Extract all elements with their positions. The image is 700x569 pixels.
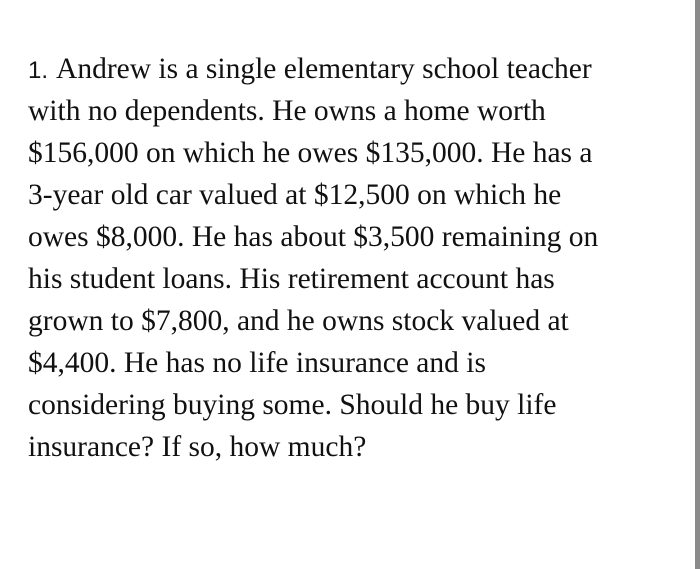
question-number: 1.: [28, 57, 49, 84]
question-line-8: $4,400. He has no life insurance and is: [28, 347, 486, 379]
question-line-1: [28, 48, 678, 90]
question-line-3: $156,000 on which he owes $135,000. He has a: [28, 137, 593, 169]
question-line-7: grown to $7,800, and he owns stock valued at: [28, 305, 569, 337]
right-edge-divider: [695, 0, 700, 569]
question-line-10: insurance? If so, how much?: [28, 431, 367, 463]
question-line-text: Andrew is a single elementary school teacher: [56, 53, 592, 85]
question-text: [28, 48, 678, 468]
question-line-9: considering buying some. Should he buy life: [28, 389, 557, 421]
question-line-2: with no dependents. He owns a home worth: [28, 95, 546, 127]
question-line-6: his student loans. His retirement account has: [28, 263, 555, 295]
question-line-5: owes $8,000. He has about $3,500 remaining on: [28, 221, 599, 253]
question-line-4: 3-year old car valued at $12,500 on which he: [28, 179, 562, 211]
